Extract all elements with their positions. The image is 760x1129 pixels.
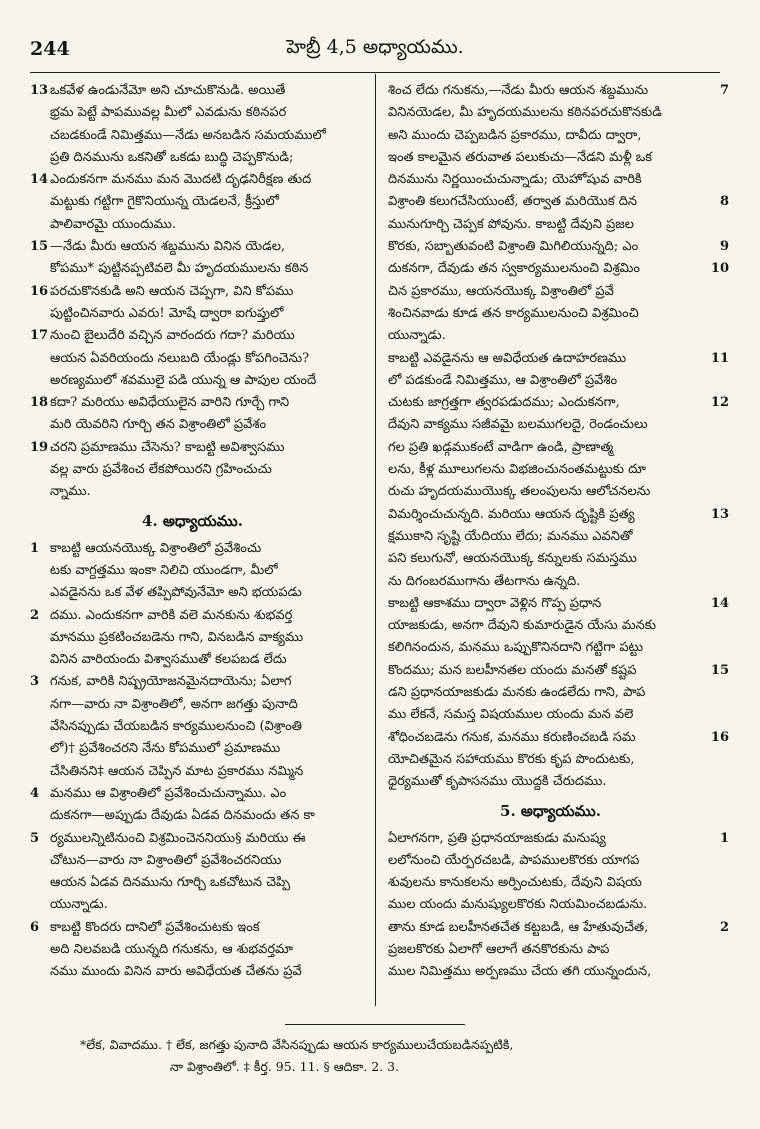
verse-text: వల్ల వారు ప్రవేశించ లేకపోయిరని గ్రహించుచు	[50, 462, 272, 478]
verse-text: ఆయన ఏవరియందు నలుబది యేండ్లు కోపగించెను?	[50, 350, 310, 366]
right-column	[388, 80, 729, 984]
verse-number: 17	[30, 328, 49, 344]
verse-text: లను, కీళ్ల మూలుగలను విభజించునంతమట్టుకు దూ	[388, 462, 646, 478]
verse-text: దినమును నిర్ణయించుచున్నాడు; యెహోషువ వారికి	[388, 172, 642, 188]
verse-line	[30, 783, 355, 805]
verse-line	[388, 437, 713, 459]
verse-text: చుటకు జాగ్రత్తగా త్వరపడుదము; ఎందుకనగా,	[388, 395, 620, 411]
verse-text: కొరకు, సబ్బాతువంటి విశ్రాంతి మిగిలియున్నది; ఎం	[388, 239, 639, 255]
verse-line	[30, 649, 355, 671]
verse-line	[30, 303, 355, 325]
column-divider	[375, 74, 376, 1006]
verse-number: 16	[710, 729, 729, 745]
verse-text: న్నాము.	[50, 484, 91, 500]
verse-number: 19	[30, 439, 49, 455]
verse-number: 5	[30, 830, 40, 846]
footnote-line: నా విశ్రాంతిలో. ‡ కీర్త. 95. 11. § ఆదికా. 2. 3.	[170, 1059, 400, 1074]
verse-text: ముల యందు మనుష్యులకొరకు నియమించబడును.	[388, 897, 648, 913]
verse-line	[388, 660, 729, 682]
verse-line	[30, 214, 355, 236]
verse-text: వినినయెడల, మీ హృదయములను కఠినపరచుకొనకుడి	[388, 105, 662, 121]
verse-line	[30, 281, 355, 303]
verse-text: చరని ప్రమాణము చేసెను? కాబట్టి అవిశ్వాసము	[50, 439, 285, 455]
verse-text: కదా? మరియు అవిధేయులైన వారిని గూర్చే గాని	[50, 395, 290, 411]
verse-line	[30, 481, 355, 503]
verse-text: గల ప్రతి ఖడ్గముకంటే వాడిగా ఉండి, ప్రాణాత్మ	[388, 439, 614, 455]
verse-line	[30, 370, 355, 392]
verse-text: కాబట్టి ఆయనయొక్క విశ్రాంతిలో ప్రవేశించు	[50, 540, 262, 556]
chapter-heading: 4. అధ్యాయము.	[142, 511, 243, 530]
verse-number: 6	[30, 919, 40, 935]
verse-text: మట్టుకు గట్టిగా గైకొనియున్న యెడలనే, క్రీస్తులో	[50, 194, 279, 210]
verse-text: టకు వాగ్దత్తము ఇంకా నిలిచి యుండగా, మీలో	[50, 562, 278, 578]
verse-text: చేసితినని‡ ఆయన చెప్పిన మాట ప్రకారము నమ్మిన	[50, 763, 304, 779]
verse-text: మనము ఆ విశ్రాంతిలో ప్రవేశించుచున్నాము. ఎం	[50, 785, 287, 801]
verse-line	[388, 459, 713, 481]
verse-line	[30, 125, 355, 147]
verse-text: గనుక, వారికి నిష్ప్రయోజనమైనదాయెను; ఏలాగ	[50, 674, 292, 690]
verse-text: భ్రమ పెట్టే పాపమువల్ల మీలో ఎవడును కఠినపర	[50, 105, 287, 121]
verse-line	[388, 593, 729, 615]
verse-text: లో పడకుండే నిమిత్తము, ఆ విశ్రాంతిలో ప్రవేశిం	[388, 372, 618, 388]
verse-line	[388, 872, 713, 894]
chapter-heading: 5. అధ్యాయము.	[500, 801, 601, 820]
footnote-line: *లేక, వివాదము. † లేక, జగత్తు పునాది వేసినప్పుడు ఆయన కార్యములుచేయబడినప్పటికి,	[80, 1037, 514, 1052]
verse-text: ముల నిమిత్తము అర్పణము చేయ తగి యున్నందున,	[388, 964, 652, 980]
verse-line	[30, 325, 355, 347]
verse-text: దుకనగా—అప్పుడు దేవుడు ఏడవ దినమందు తన కా	[50, 808, 315, 824]
verse-text: కాబట్టి ఎవడైనను ఆ అవిధేయత ఉదాహరణము	[388, 350, 627, 366]
verse-number: 4	[30, 785, 40, 801]
verse-line	[30, 917, 355, 939]
verse-text: లో)† ప్రవేశించరని నేను కోపములో ప్రమాణము	[50, 741, 281, 757]
verse-line	[388, 917, 729, 939]
verse-line	[388, 481, 713, 503]
verse-line	[388, 191, 729, 213]
verse-text: దుకనగా, దేవుడు తన స్వకార్యములనుంచి విశ్రమిం	[388, 261, 640, 277]
verse-line	[388, 102, 713, 124]
verse-text: మరి యెవరిని గూర్చి తన విశ్రాంతిలో ప్రవేశం	[50, 417, 267, 433]
verse-line	[388, 749, 713, 771]
verse-text: లలోనుంచి యేర్పరచబడి, పాపములకొరకు యాగప	[388, 852, 640, 868]
verse-line	[30, 939, 355, 961]
verse-text: వేసినప్పుడు చేయబడిన కార్యములనుంచి (విశ్రాంతి	[50, 719, 302, 735]
page-header	[30, 28, 720, 73]
verse-number: 8	[719, 194, 729, 210]
verse-text: కలిగినందున, మనము ఒప్పుకొనినదాని గట్టిగా పట్టు	[388, 640, 644, 656]
verse-text: నగా—వారు నా విశ్రాంతిలో, అనగా జగత్తు పునాది	[50, 696, 298, 712]
verse-line	[30, 392, 355, 414]
verse-text: అది నిలవబడి యున్నది గనుకను, ఆ శుభవర్తమా	[50, 941, 293, 957]
verse-line	[388, 348, 729, 370]
verse-text: యున్నాడు.	[388, 328, 446, 344]
verse-number: 10	[710, 261, 729, 277]
verse-text: కాబట్టి కొందరు దానిలో ప్రవేశించుటకు ఇంక	[50, 919, 260, 935]
verse-text: రుచు హృదయముయొక్క తలంపులను ఆలోచనలను	[388, 484, 651, 500]
verse-line	[30, 80, 355, 102]
verse-text: అని ముందు చెప్పబడిన ప్రకారము, దావీదు ద్వారా,	[388, 127, 642, 143]
verse-number: 13	[710, 506, 729, 522]
verse-text: శువులను కానుకలను అర్పించుటకు, దేవుని విషయ	[388, 875, 642, 891]
verse-text: కొందము; మన బలహీనతల యందు మనతో కష్టప	[388, 662, 637, 678]
verse-text: నుంచి బైలుదేరి వచ్చిన వారందరు గదా? మరియు	[50, 328, 295, 344]
verse-line	[388, 771, 713, 793]
verse-line	[388, 526, 713, 548]
verse-text: క్షముకాని సృష్టి యేదియు లేదు; మనము ఎవనితో	[388, 528, 633, 544]
verse-text: విశ్రాంతి కలుగచేసియుంటే, తర్వాత మరియొక దిన	[388, 194, 638, 210]
verse-text: దేవుని వాక్యము సజీవమై బలముగలదై, రెండంచులు	[388, 417, 648, 433]
verse-line	[30, 236, 355, 258]
verse-line	[30, 437, 355, 459]
verse-line	[388, 637, 713, 659]
verse-text: —నేడు మీరు ఆయన శబ్దమును వినిన యెడల,	[50, 239, 286, 255]
verse-text: డని ప్రధానయాజకుడు మనకు ఉండలేదు గాని, పాప	[388, 685, 646, 701]
verse-line	[388, 303, 713, 325]
verse-text: ఆయన ఏడవ దినమును గూర్చి ఒకచోటున చెప్పి	[50, 875, 291, 891]
verse-text: ము లేకనే, సమస్త విషయముల యందు మన వలె	[388, 707, 634, 723]
verse-line	[388, 548, 713, 570]
verse-text: యున్నాడు.	[50, 897, 108, 913]
verse-text: పరచుకొనకుడి అని ఆయన చెప్పగా, విని కోపము	[50, 283, 294, 299]
verse-text: ఎందుకనగా మనము మన మొదటి దృఢనిరీక్షణ తుద	[50, 172, 312, 188]
verse-line	[388, 80, 729, 102]
verse-text: కోపము* పుట్టినప్పటివలె మీ హృదయములను కఠిన	[50, 261, 309, 277]
verse-number: 3	[30, 674, 40, 690]
verse-text: మునుగూర్చి చెప్పక పోవును. కాబట్టి దేవుని ప్రజల	[388, 216, 635, 232]
verse-line	[30, 348, 355, 370]
page-number: 244	[30, 38, 70, 60]
verse-line	[30, 805, 355, 827]
verse-number: 15	[30, 239, 49, 255]
verse-text: తాను కూడ బలహీనతచేత కట్టబడి, ఆ హేతువుచేత,	[388, 919, 649, 935]
verse-line	[388, 828, 729, 850]
verse-text: శించ లేదు గనుకను,—నేడు మీరు ఆయన శబ్దమును	[388, 83, 649, 98]
verse-text: కాబట్టి ఆకాశము ద్వారా వెళ్లిన గొప్ప ప్రధాన	[388, 595, 602, 611]
verse-line	[388, 236, 729, 258]
verse-text: అరణ్యములో శవములై పడి యున్న ఆ పాపుల యందే	[50, 372, 317, 388]
verse-line	[30, 414, 355, 436]
verse-number: 12	[710, 395, 729, 411]
bible-page	[30, 28, 729, 1103]
verse-line	[30, 147, 355, 169]
running-title: హెబ్రీ 4,5 అధ్యాయము.	[286, 36, 464, 58]
verse-line	[30, 459, 355, 481]
verse-number: 13	[30, 83, 49, 98]
verse-line	[388, 615, 713, 637]
verse-text: యాజకుడు, అనగా దేవుని కుమారుడైన యేసు మనకు	[388, 618, 657, 634]
verse-text: ర్యములన్నిటినుంచి విశ్రమించెననియు§ మరియు ఈ	[50, 830, 306, 846]
verse-line	[388, 281, 713, 303]
verse-line	[30, 102, 355, 124]
verse-line	[388, 939, 713, 961]
left-column	[30, 80, 355, 984]
verse-line	[30, 738, 355, 760]
verse-line	[388, 571, 713, 593]
verse-text: యోచితమైన సహాయము కొరకు కృప పొందుటకు,	[388, 751, 635, 767]
verse-number: 16	[30, 283, 49, 299]
verse-line	[388, 125, 713, 147]
verse-line	[388, 147, 713, 169]
verse-text: పాలివారమై యుందుము.	[50, 216, 177, 232]
verse-number: 1	[30, 540, 40, 556]
verse-line	[388, 169, 713, 191]
verse-line	[388, 961, 713, 983]
verse-text: ను దిగంబరముగాను తేటగాను ఉన్నది.	[388, 573, 581, 589]
verse-line	[388, 214, 713, 236]
footnote-separator	[285, 1024, 465, 1025]
verse-line	[30, 671, 355, 693]
verse-line	[30, 191, 355, 213]
verse-text: ఒకవేళ ఉండునేమో అని చూచుకొనుడి. అయితే	[50, 83, 286, 98]
verse-text: చోటున—వారు నా విశ్రాంతిలో ప్రవేశించరనియు	[50, 852, 282, 868]
verse-line	[30, 258, 355, 280]
verse-text: చబడకుండే నిమిత్తము—నేడు అనబడిన సమయములో	[50, 127, 326, 143]
verse-number: 14	[710, 595, 729, 611]
verse-text: శోధించబడెను గనుక, మనము కరుణించబడి సమ	[388, 729, 636, 745]
verse-line	[30, 560, 355, 582]
verse-line	[388, 704, 713, 726]
verse-text: ఏలాగనగా, ప్రతి ప్రధానయాజకుడు మనుష్య	[388, 830, 606, 846]
verse-text: ధైర్యముతో కృపాసనము యొద్దకి చేరుదము.	[388, 774, 607, 790]
verse-text: ప్రతి దినమును ఒకనితో ఒకడు బుద్ధి చెప్పకొనుడి;	[50, 149, 294, 165]
verse-line	[388, 727, 729, 749]
verse-number: 7	[719, 83, 729, 98]
verse-line	[30, 828, 355, 850]
verse-line	[30, 716, 355, 738]
footnotes	[80, 1034, 700, 1078]
verse-line	[30, 894, 355, 916]
verse-text: వినిన వారియందు విశ్వాసముతో కలపబడ లేదు	[50, 652, 287, 668]
verse-line	[388, 370, 713, 392]
verse-text: ఇంత కాలమైన తరువాత పలుకుచు—నేడని మళ్లీ ఒక	[388, 149, 653, 165]
verse-line	[388, 504, 729, 526]
verse-number: 2	[719, 919, 729, 935]
verse-text: నము ముందు వినిన వారు అవిధేయత చేతను ప్రవే	[50, 964, 302, 980]
verse-line	[30, 961, 355, 983]
verse-text: పని కలుగునో, ఆయనయొక్క కన్నులకు సమస్తము	[388, 551, 637, 567]
verse-number: 14	[30, 172, 49, 188]
verse-line	[30, 169, 355, 191]
verse-line	[30, 872, 355, 894]
verse-line	[30, 627, 355, 649]
verse-line	[388, 682, 713, 704]
verse-text: పుట్టించినవారు ఎవరు! మోషే ద్వారా ఐగుప్తులో	[50, 305, 284, 321]
verse-line	[30, 605, 355, 627]
verse-line	[388, 258, 729, 280]
verse-text: ఎవడైనను ఒక వేళ తప్పిపోవునేమో అని భయపడు	[50, 585, 302, 601]
verse-line	[30, 694, 355, 716]
verse-number: 2	[30, 607, 40, 623]
verse-line	[30, 582, 355, 604]
verse-line	[388, 392, 729, 414]
verse-number: 18	[30, 395, 49, 411]
verse-line	[30, 538, 355, 560]
verse-text: దము. ఎందుకనగా వారికి వలె మనకును శుభవర్త	[50, 607, 293, 623]
verse-line	[30, 850, 355, 872]
verse-line	[388, 414, 713, 436]
verse-number: 15	[710, 662, 729, 678]
verse-text: శించినవాడు కూడ తన కార్యములనుంచి విశ్రమించి	[388, 305, 639, 321]
verse-line	[30, 761, 355, 783]
verse-number: 9	[719, 239, 729, 255]
verse-number: 11	[710, 350, 729, 366]
verse-text: ప్రజలకొరకు ఏలాగో ఆలాగే తనకొరకును పాప	[388, 941, 610, 957]
verse-text: విమర్శించుచున్నది. మరియు ఆయన దృష్టికి ప్రత్య	[388, 506, 635, 522]
verse-line	[388, 325, 713, 347]
verse-line	[388, 850, 713, 872]
verse-line	[388, 894, 713, 916]
verse-number: 1	[719, 830, 729, 846]
verse-text: చిన ప్రకారము, ఆయనయొక్క విశ్రాంతిలో ప్రవే	[388, 283, 614, 299]
verse-text: మానము ప్రకటించబడెను గాని, వినబడిన వాక్యము	[50, 629, 304, 645]
